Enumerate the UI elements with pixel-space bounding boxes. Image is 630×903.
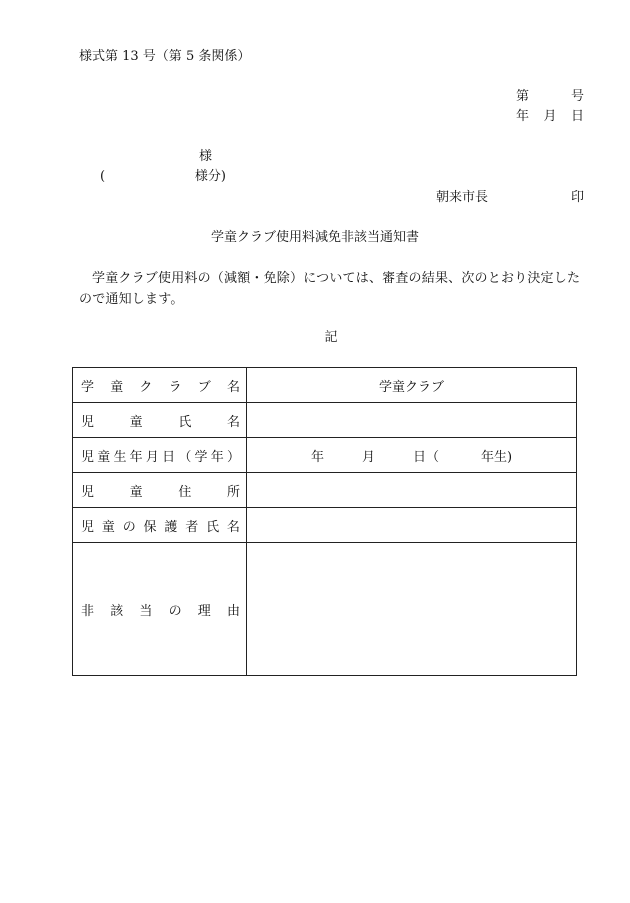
date-year: 年 bbox=[516, 109, 530, 124]
label-char: 名 bbox=[226, 379, 240, 395]
table-row bbox=[73, 438, 577, 473]
row-label-text bbox=[73, 446, 246, 465]
label-char: 年 bbox=[210, 449, 224, 465]
label-char: 学 bbox=[81, 379, 95, 395]
sender-line bbox=[436, 190, 584, 206]
row-value[interactable] bbox=[247, 508, 577, 543]
label-char: 学 bbox=[194, 449, 208, 465]
body-line-2: ので通知します。 bbox=[79, 292, 184, 307]
row-label-text bbox=[73, 411, 246, 430]
birth-date-year: 年 bbox=[310, 449, 324, 465]
label-char: 当 bbox=[139, 603, 153, 619]
row-label-text bbox=[73, 376, 246, 395]
label-char: 児 bbox=[81, 519, 95, 535]
label-char: 該 bbox=[110, 603, 124, 619]
form-number-label: 様式第 13 号（第 5 条関係） bbox=[79, 49, 251, 64]
doc-number-go: 号 bbox=[570, 89, 584, 104]
label-char: ラ bbox=[168, 379, 182, 395]
label-char: ） bbox=[226, 449, 240, 465]
row-label bbox=[73, 438, 247, 473]
guardian-open-paren: ( bbox=[100, 169, 106, 184]
row-label bbox=[73, 543, 247, 676]
birth-date-field bbox=[247, 446, 576, 465]
label-char: の bbox=[168, 603, 182, 619]
row-label-text bbox=[73, 516, 246, 535]
doc-number-dai: 第 bbox=[516, 89, 530, 104]
date-month: 月 bbox=[543, 109, 557, 124]
label-char: 護 bbox=[164, 519, 178, 535]
row-value[interactable] bbox=[247, 403, 577, 438]
row-label bbox=[73, 368, 247, 403]
label-char: 保 bbox=[143, 519, 157, 535]
row-label-text bbox=[73, 600, 246, 619]
label-char: 名 bbox=[226, 519, 240, 535]
table-row bbox=[73, 473, 577, 508]
birth-date-month: 月 bbox=[361, 449, 375, 465]
table-row bbox=[73, 543, 577, 676]
table-row bbox=[73, 403, 577, 438]
row-value[interactable] bbox=[247, 368, 577, 403]
label-char: 童 bbox=[97, 449, 111, 465]
sender-seal: 印 bbox=[570, 190, 584, 205]
label-char: 氏 bbox=[206, 519, 220, 535]
label-char: 日 bbox=[162, 449, 176, 465]
label-char: 者 bbox=[185, 519, 199, 535]
document-title: 学童クラブ使用料減免非該当通知書 bbox=[210, 230, 419, 245]
label-char: 年 bbox=[129, 449, 143, 465]
document-date bbox=[516, 109, 584, 125]
ki-heading: 記 bbox=[324, 330, 338, 345]
birth-date-day: 日（ bbox=[412, 449, 439, 465]
guardian-close: 様分) bbox=[194, 169, 226, 184]
body-line-1: 学童クラブ使用料の（減額・免除）については、審査の結果、次のとおり決定した bbox=[92, 271, 581, 286]
row-label bbox=[73, 473, 247, 508]
label-char: 所 bbox=[226, 484, 240, 500]
table-row bbox=[73, 368, 577, 403]
row-label bbox=[73, 508, 247, 543]
date-day: 日 bbox=[570, 109, 584, 124]
label-char: 氏 bbox=[178, 414, 192, 430]
label-char: 童 bbox=[129, 414, 143, 430]
row-label-text bbox=[73, 481, 246, 500]
addressee-honorific: 様 bbox=[199, 149, 213, 164]
label-char: 名 bbox=[226, 414, 240, 430]
row-value[interactable] bbox=[247, 543, 577, 676]
label-char: 児 bbox=[81, 414, 95, 430]
label-char: 非 bbox=[81, 603, 95, 619]
birth-date-grade: 年生) bbox=[480, 449, 513, 465]
label-char: 童 bbox=[129, 484, 143, 500]
label-char: 生 bbox=[113, 449, 127, 465]
label-char: の bbox=[122, 519, 136, 535]
label-char: 童 bbox=[110, 379, 124, 395]
label-char: 理 bbox=[197, 603, 211, 619]
row-value[interactable] bbox=[247, 438, 577, 473]
label-char: ク bbox=[139, 379, 153, 395]
row-value[interactable] bbox=[247, 473, 577, 508]
body-paragraph bbox=[79, 268, 585, 310]
document-number bbox=[516, 89, 584, 105]
label-char: 由 bbox=[226, 603, 240, 619]
label-char: （ bbox=[178, 449, 192, 465]
sender-mayor: 朝来市長 bbox=[436, 190, 489, 205]
label-char: ブ bbox=[197, 379, 211, 395]
label-char: 児 bbox=[81, 484, 95, 500]
label-char: 童 bbox=[101, 519, 115, 535]
row-value-text: 学童クラブ bbox=[378, 379, 444, 395]
table-row bbox=[73, 508, 577, 543]
label-char: 住 bbox=[178, 484, 192, 500]
row-label bbox=[73, 403, 247, 438]
label-char: 児 bbox=[81, 449, 95, 465]
addressee-guardian bbox=[100, 169, 226, 185]
label-char: 月 bbox=[145, 449, 159, 465]
details-table bbox=[72, 367, 577, 676]
